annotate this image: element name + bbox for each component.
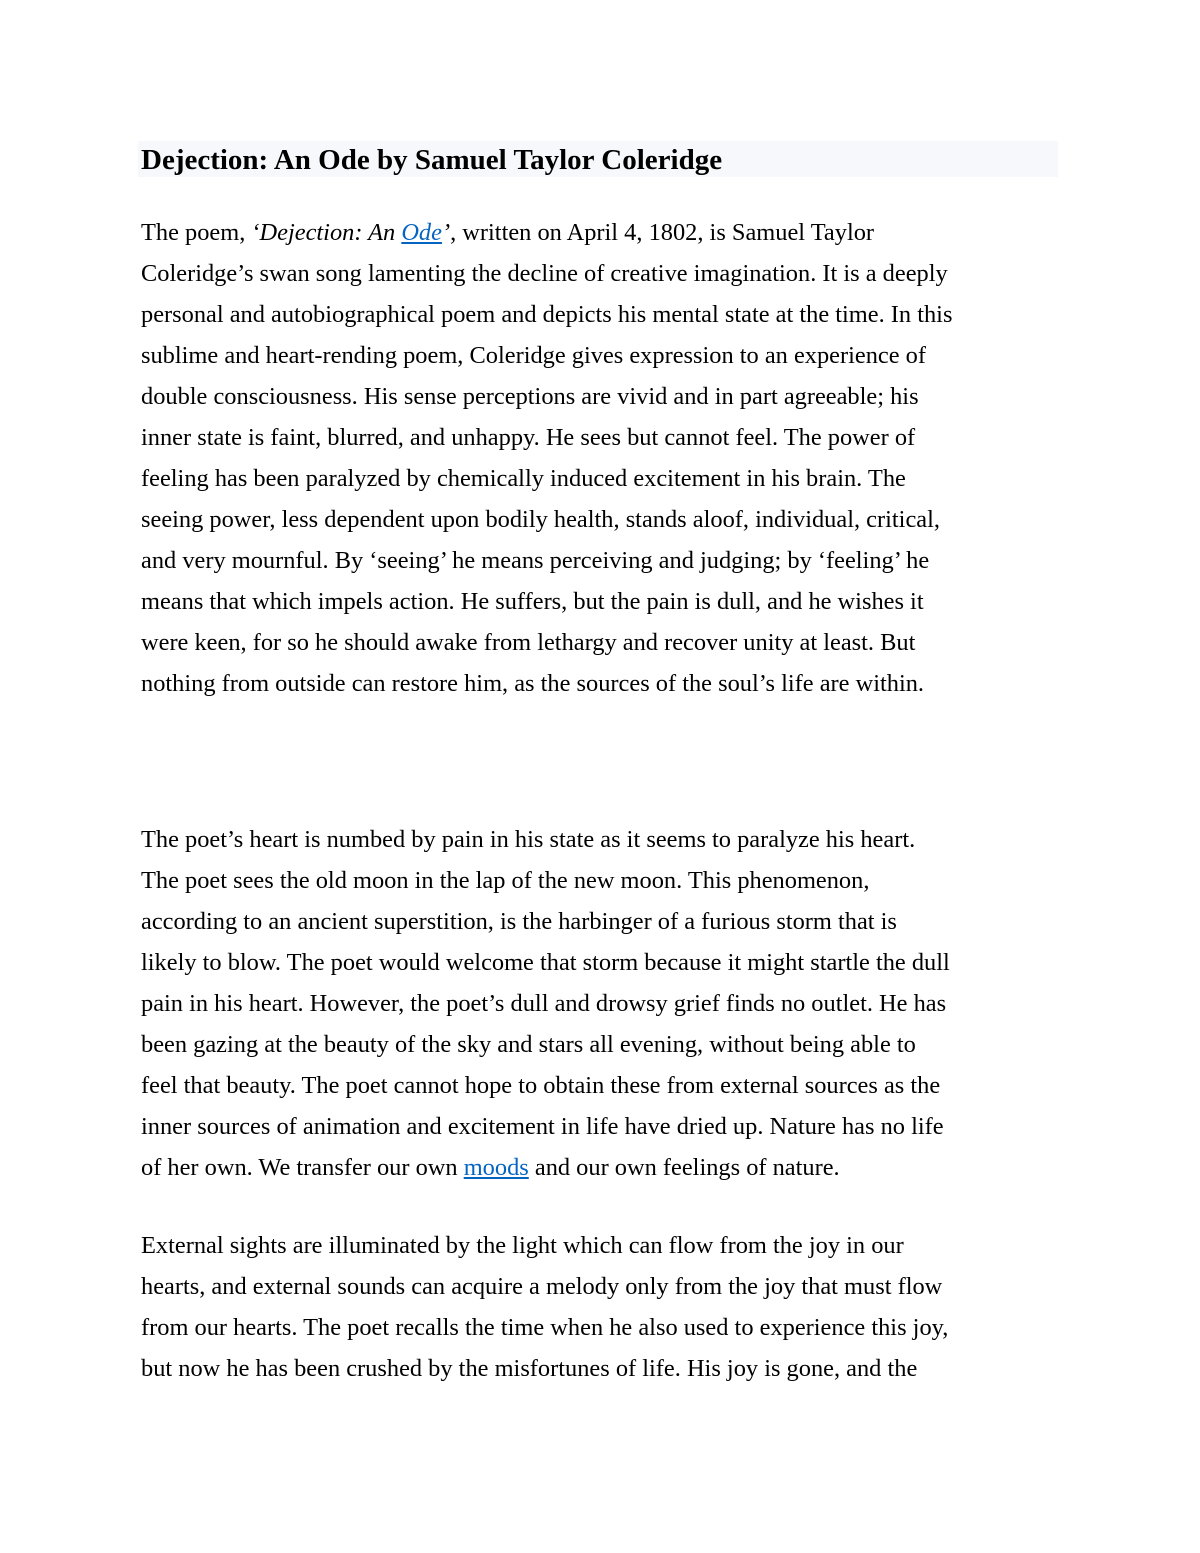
text-run: of her own. We transfer our own [141,1154,464,1181]
moods-link[interactable]: moods [463,1154,529,1181]
text-line: from our hearts. The poet recalls the time when he also used to experience this joy, [141,1314,949,1341]
page-title: Dejection: An Ode by Samuel Taylor Coleridge [141,144,723,176]
text-line: personal and autobiographical poem and depicts his mental state at the time. In this [141,301,953,328]
text-run: and our own feelings of nature. [528,1154,840,1181]
text-line: according to an ancient superstition, is the harbinger of a furious storm that is [141,908,897,935]
text-line [141,1147,1066,1188]
text-line: means that which impels action. He suffers, but the pain is dull, and he wishes it [141,588,924,615]
ode-link[interactable]: Ode [401,219,442,246]
text-line: double consciousness. His sense perceptions are vivid and in part agreeable; his [141,383,919,410]
text-line: been gazing at the beauty of the sky and stars all evening, without being able to [141,1031,916,1058]
paragraph-3 [141,1225,1066,1389]
text-run: ’ [441,219,451,246]
text-line: hearts, and external sounds can acquire a melody only from the joy that must flow [141,1273,943,1300]
text-line: but now he has been crushed by the misfortunes of life. His joy is gone, and the [141,1355,918,1382]
text-line: feel that beauty. The poet cannot hope to obtain these from external sources as the [141,1072,941,1099]
text-line: The poet sees the old moon in the lap of the new moon. This phenomenon, [141,867,870,894]
text-run: , written on April 4, 1802, is Samuel Taylor [450,219,875,246]
text-line: The poet’s heart is numbed by pain in his state as it seems to paralyze his heart. [141,826,916,853]
text-line: sublime and heart-rending poem, Coleridge gives expression to an experience of [141,342,926,369]
text-line: pain in his heart. However, the poet’s dull and drowsy grief finds no outlet. He has [141,990,947,1017]
text-line: nothing from outside can restore him, as the sources of the soul’s life are within. [141,670,925,697]
text-line: Coleridge’s swan song lamenting the decline of creative imagination. It is a deeply [141,260,948,287]
paragraph-2 [141,819,1066,1188]
text-line: External sights are illuminated by the light which can flow from the joy in our [141,1232,904,1259]
italic-run [251,219,450,246]
text-line: feeling has been paralyzed by chemically induced excitement in his brain. The [141,465,906,492]
text-line: were keen, for so he should awake from lethargy and recover unity at least. But [141,629,916,656]
text-line: likely to blow. The poet would welcome that storm because it might startle the dull [141,949,950,976]
text-line: inner sources of animation and excitement in life have dried up. Nature has no life [141,1113,944,1140]
text-run: The poem, [141,219,252,246]
text-line: inner state is faint, blurred, and unhappy. He sees but cannot feel. The power of [141,424,916,451]
text-line: seeing power, less dependent upon bodily health, stands aloof, individual, critical, [141,506,940,533]
text-line [141,212,1066,253]
text-line: and very mournful. By ‘seeing’ he means perceiving and judging; by ‘feeling’ he [141,547,930,574]
text-run: ‘Dejection: An [251,219,402,246]
paragraph-1 [141,212,1066,704]
